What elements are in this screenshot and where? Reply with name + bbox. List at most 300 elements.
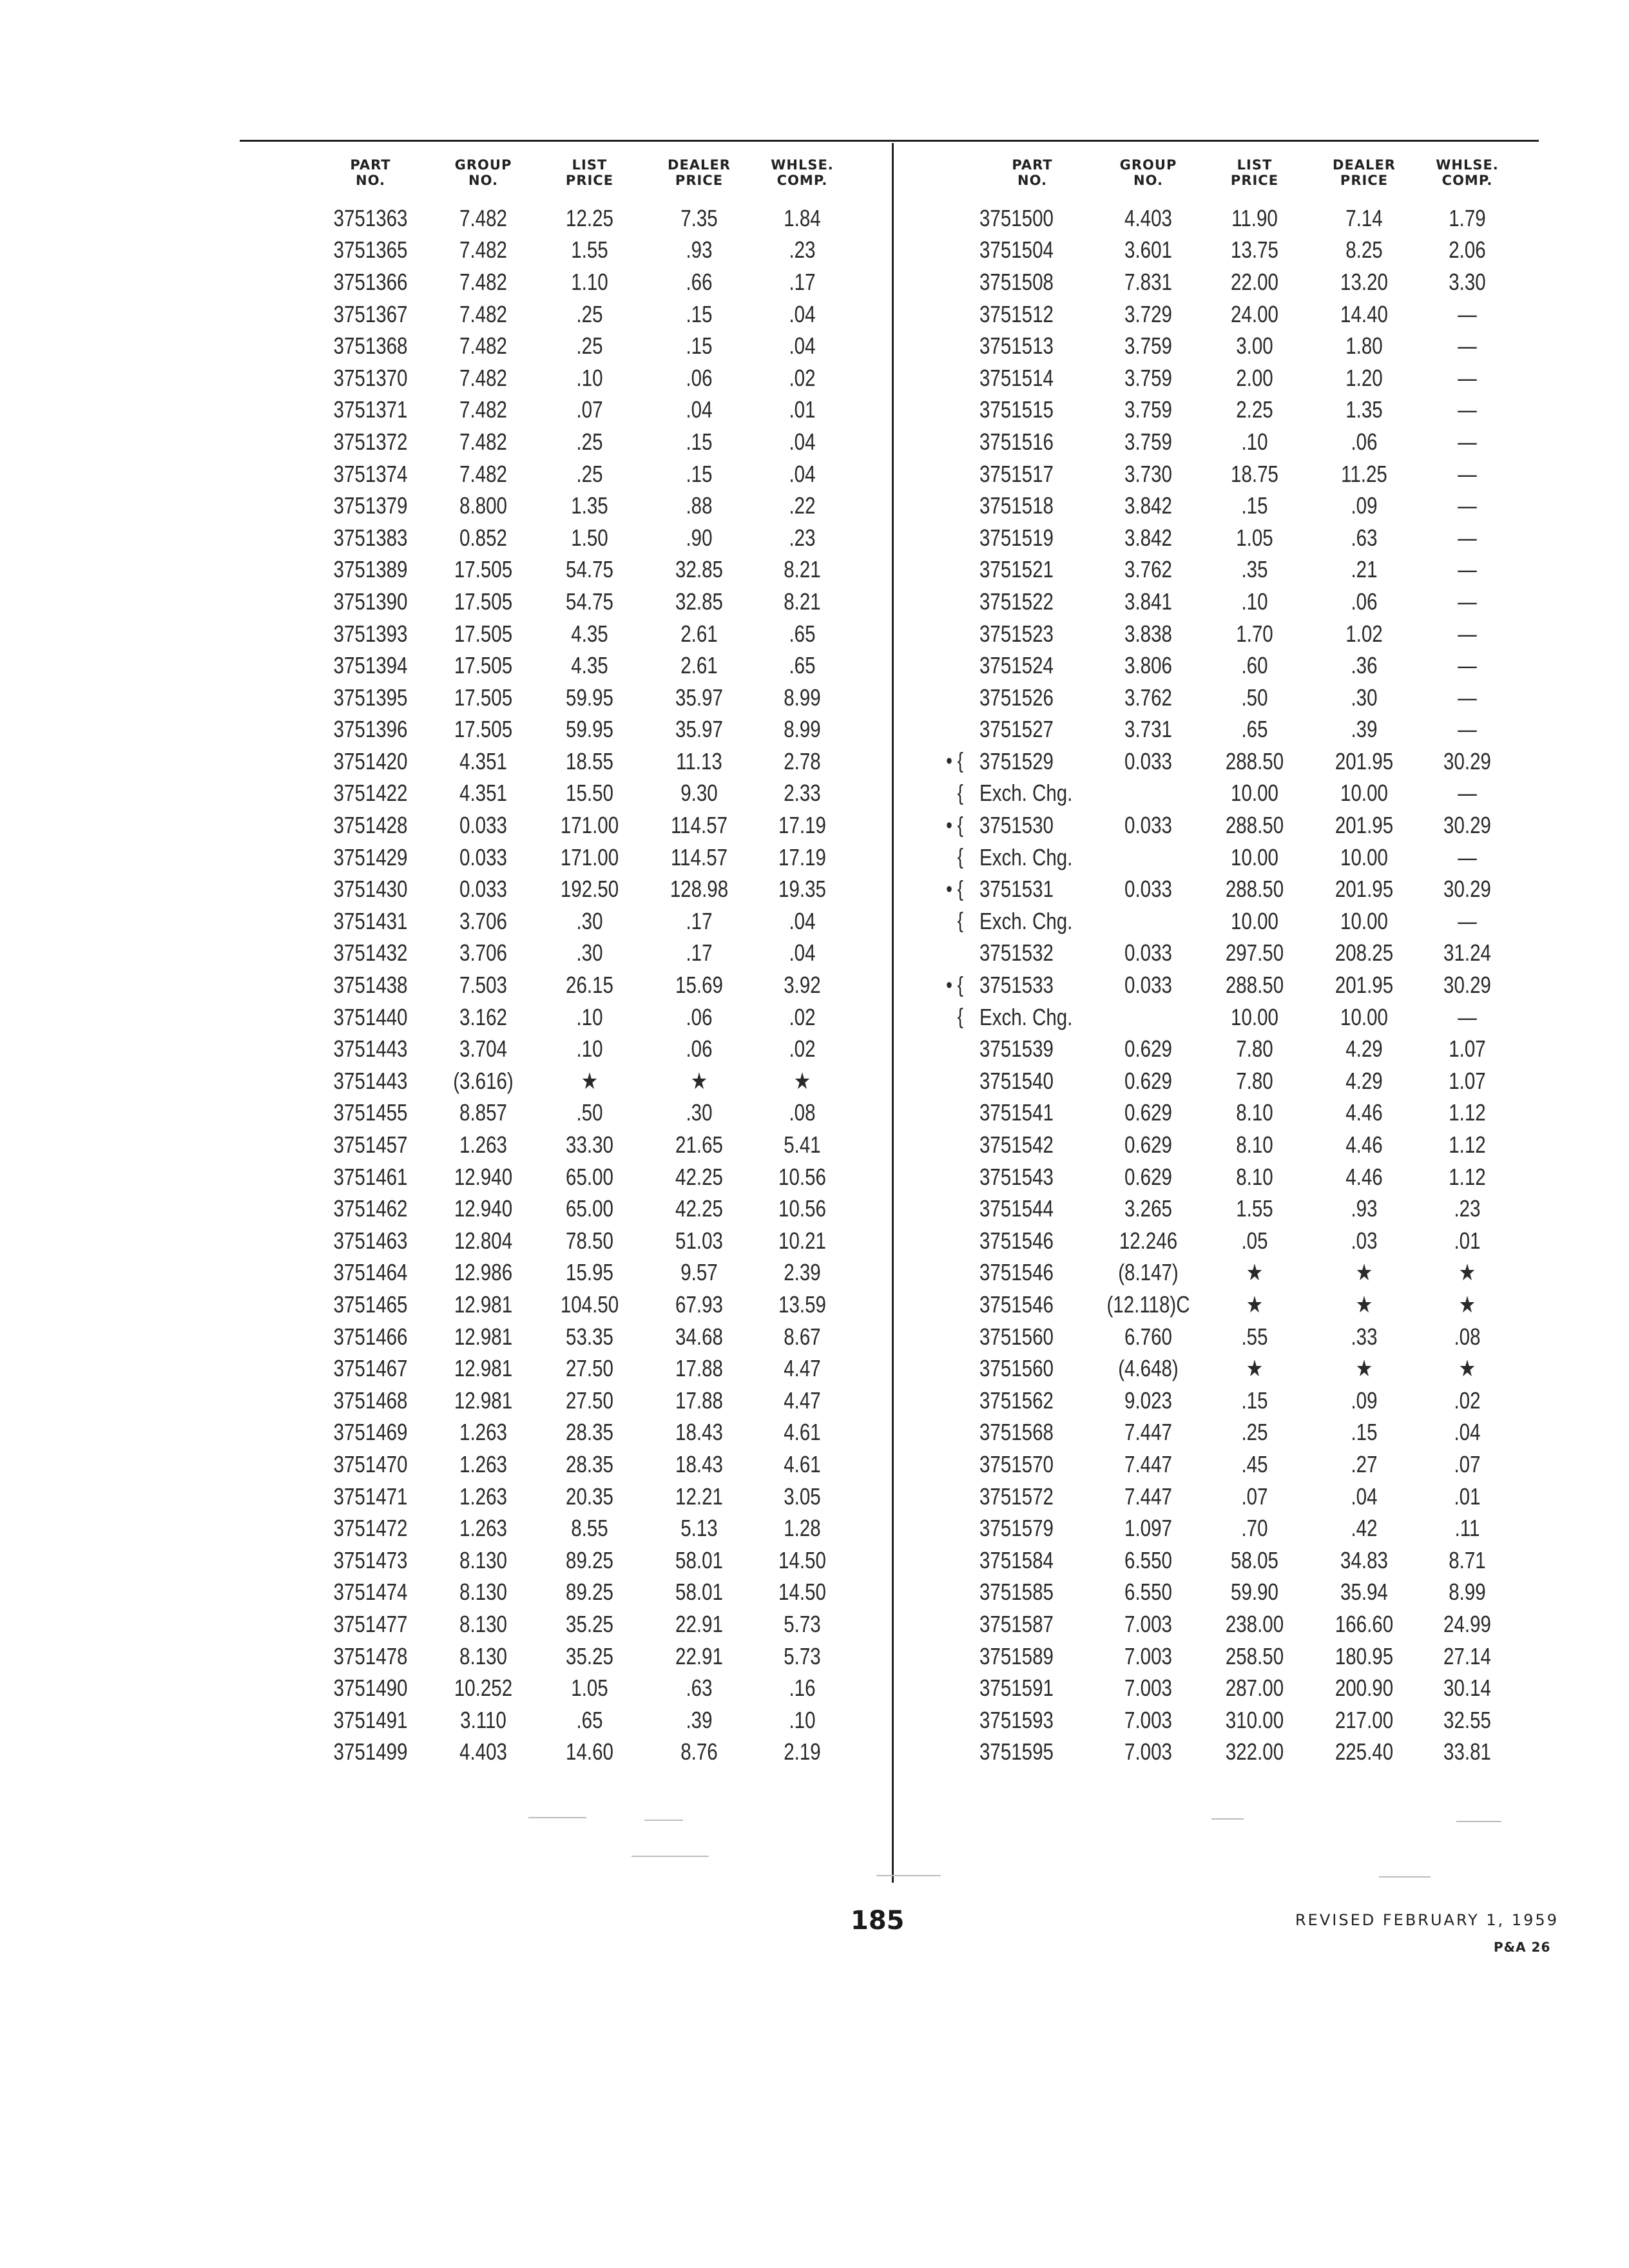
table-row: [941, 1257, 1516, 1289]
list-price: .25: [576, 332, 603, 360]
list-price: 1.05: [571, 1675, 608, 1702]
group-number: 7.003: [1124, 1675, 1172, 1702]
part-number: 3751560: [979, 1355, 1054, 1382]
part-number: Exch. Chg.: [979, 843, 1073, 870]
table-row: [309, 362, 851, 394]
list-price: .10: [576, 1035, 603, 1062]
whlse-comp: 14.50: [778, 1546, 826, 1573]
table-row: [309, 873, 851, 905]
whlse-comp: 32.55: [1443, 1706, 1491, 1733]
group-number: 7.003: [1124, 1738, 1172, 1765]
whlse-comp: —: [1458, 620, 1477, 647]
part-number: 3751464: [333, 1259, 408, 1286]
list-price: ★: [1246, 1259, 1264, 1286]
dealer-price: 22.91: [675, 1642, 723, 1669]
list-price: 8.10: [1236, 1131, 1273, 1158]
table-row: [941, 809, 1516, 841]
dealer-price: .27: [1351, 1450, 1378, 1477]
page-number: 185: [851, 1906, 905, 1936]
whlse-comp: .23: [1454, 1195, 1481, 1222]
table-row: [309, 1512, 851, 1544]
whlse-comp: 2.06: [1449, 236, 1486, 264]
whlse-comp: ★: [1458, 1291, 1476, 1318]
table-row: [941, 682, 1516, 714]
whlse-comp: —: [1458, 684, 1477, 711]
group-number: 3.110: [460, 1706, 506, 1733]
list-price: 1.10: [571, 268, 608, 295]
whlse-comp: .07: [1454, 1450, 1481, 1477]
whlse-comp: 14.50: [778, 1579, 826, 1606]
whlse-comp: —: [1458, 332, 1477, 360]
group-number: 3.265: [1124, 1195, 1172, 1222]
dealer-price: .06: [1351, 428, 1378, 455]
part-number: 3751390: [333, 588, 408, 615]
list-price: .30: [576, 907, 603, 934]
dealer-price: .04: [1351, 1483, 1378, 1510]
group-number: 4.403: [1124, 204, 1172, 231]
list-price: 27.50: [566, 1355, 613, 1382]
table-row: [309, 1321, 851, 1353]
list-price: 10.00: [1231, 1003, 1278, 1030]
group-number: 12.981: [454, 1355, 513, 1382]
list-price: 288.50: [1225, 972, 1284, 999]
part-number: 3751366: [333, 268, 408, 295]
table-row: [941, 1193, 1516, 1225]
dealer-price: 13.20: [1340, 268, 1388, 295]
list-price: .07: [1241, 1483, 1268, 1510]
part-number: 3751517: [979, 460, 1054, 487]
part-number: 3751524: [979, 652, 1054, 679]
part-number: 3751477: [333, 1610, 408, 1637]
dealer-price: 8.25: [1345, 236, 1383, 264]
dealer-price: .21: [1351, 556, 1378, 583]
dealer-price: .15: [1351, 1419, 1378, 1446]
whlse-comp: 19.35: [778, 876, 826, 903]
list-price: .65: [1241, 716, 1268, 743]
revision-date: REVISED FEBRUARY 1, 1959: [1295, 1911, 1559, 1929]
group-number: 0.629: [1124, 1035, 1172, 1062]
whlse-comp: .08: [1454, 1323, 1481, 1350]
table-row: [309, 458, 851, 490]
whlse-comp: —: [1458, 396, 1477, 423]
whlse-comp: .08: [789, 1099, 816, 1126]
table-row: [941, 1577, 1516, 1609]
group-number: 3.759: [1124, 396, 1172, 423]
list-price: 15.50: [566, 780, 613, 807]
whlse-comp: 1.12: [1449, 1131, 1486, 1158]
whlse-comp: —: [1458, 428, 1477, 455]
dealer-price: .36: [1351, 652, 1378, 679]
table-row: [309, 937, 851, 970]
part-number: 3751466: [333, 1323, 408, 1350]
dealer-price: .15: [686, 300, 713, 327]
part-number: 3751394: [333, 652, 408, 679]
list-price: 13.75: [1231, 236, 1278, 264]
dealer-price: 10.00: [1340, 843, 1388, 870]
list-price: 1.50: [571, 524, 608, 551]
table-row: [309, 1065, 851, 1097]
part-number: 3751523: [979, 620, 1054, 647]
whlse-comp: —: [1458, 492, 1477, 519]
whlse-comp: 5.73: [784, 1642, 821, 1669]
dealer-price: 9.30: [680, 780, 718, 807]
part-number: 3751463: [333, 1227, 408, 1254]
group-number: 4.403: [459, 1738, 507, 1765]
group-number: 17.505: [454, 556, 513, 583]
table-row: [941, 714, 1516, 746]
list-price: 7.80: [1236, 1067, 1273, 1094]
group-number: 4.351: [459, 747, 507, 774]
dealer-price: 35.97: [675, 716, 723, 743]
whlse-comp: .11: [1454, 1515, 1480, 1542]
group-number: 0.629: [1124, 1131, 1172, 1158]
part-number: 3751562: [979, 1387, 1054, 1414]
group-number: 3.762: [1124, 556, 1172, 583]
list-price: 20.35: [566, 1483, 613, 1510]
dealer-price: ★: [1355, 1259, 1373, 1286]
part-number: 3751432: [333, 939, 408, 966]
part-number: 3751591: [979, 1675, 1054, 1702]
whlse-comp: —: [1458, 524, 1477, 551]
list-price: .45: [1241, 1450, 1268, 1477]
group-number: 0.629: [1124, 1099, 1172, 1126]
list-price: 238.00: [1225, 1610, 1284, 1637]
table-row: [309, 1001, 851, 1033]
list-price: .55: [1241, 1323, 1268, 1350]
whlse-comp: .02: [1454, 1387, 1481, 1414]
whlse-comp: 3.30: [1449, 268, 1486, 295]
whlse-comp: .01: [1454, 1483, 1481, 1510]
list-price: 171.00: [560, 812, 619, 839]
header-spacer: [941, 157, 968, 195]
part-number: 3751585: [979, 1579, 1054, 1606]
list-price: 258.50: [1225, 1642, 1284, 1669]
table-row: [309, 586, 851, 618]
list-price: 104.50: [560, 1291, 619, 1318]
whlse-comp: —: [1458, 1003, 1477, 1030]
list-price: 4.35: [571, 620, 608, 647]
part-number: Exch. Chg.: [979, 907, 1073, 934]
part-number: 3751572: [979, 1483, 1054, 1510]
dealer-price: .03: [1351, 1227, 1378, 1254]
table-row: [309, 1640, 851, 1673]
group-number: 7.482: [459, 428, 507, 455]
part-number: 3751370: [333, 364, 408, 391]
list-price: 322.00: [1225, 1738, 1284, 1765]
table-row: [941, 586, 1516, 618]
dealer-price: 42.25: [675, 1163, 723, 1190]
part-number: 3751473: [333, 1546, 408, 1573]
dealer-price: 4.29: [1345, 1035, 1383, 1062]
group-number: 3.759: [1124, 428, 1172, 455]
list-price: 8.10: [1236, 1163, 1273, 1190]
whlse-comp: 2.19: [784, 1738, 821, 1765]
list-price: 89.25: [566, 1546, 613, 1573]
group-number: 0.033: [1124, 972, 1172, 999]
table-row: [941, 235, 1516, 267]
group-number: (12.118)C: [1106, 1291, 1190, 1318]
whlse-comp: 8.99: [1449, 1579, 1486, 1606]
part-number: 3751472: [333, 1515, 408, 1542]
list-price: .25: [576, 300, 603, 327]
table-row: [941, 745, 1516, 778]
whlse-comp: .17: [789, 268, 816, 295]
group-number: 3.842: [1124, 492, 1172, 519]
table-row: [309, 682, 851, 714]
list-price: .10: [1241, 588, 1268, 615]
list-price: 28.35: [566, 1450, 613, 1477]
group-number: 17.505: [454, 588, 513, 615]
group-number: 8.130: [459, 1610, 507, 1637]
dealer-price: 34.83: [1340, 1546, 1388, 1573]
dealer-price: 34.68: [675, 1323, 723, 1350]
whlse-comp: 4.47: [784, 1355, 821, 1382]
group-number: 7.003: [1124, 1610, 1172, 1637]
column-divider: [892, 143, 894, 1883]
list-price: .25: [576, 460, 603, 487]
list-price: 54.75: [566, 588, 613, 615]
whlse-comp: .02: [789, 1003, 816, 1030]
header-list-price: LIST PRICE: [1230, 157, 1279, 188]
list-price: .10: [576, 364, 603, 391]
table-row: [309, 554, 851, 586]
part-number: 3751544: [979, 1195, 1054, 1222]
table-row: [941, 298, 1516, 331]
table-row: [941, 618, 1516, 650]
part-number: 3751465: [333, 1291, 408, 1318]
table-row: [941, 1512, 1516, 1544]
dealer-price: .04: [686, 396, 713, 423]
part-number: 3751468: [333, 1387, 408, 1414]
whlse-comp: 10.56: [778, 1163, 826, 1190]
list-price: 3.00: [1236, 332, 1273, 360]
whlse-comp: .04: [789, 332, 816, 360]
table-row: [941, 1129, 1516, 1161]
list-price: 26.15: [566, 972, 613, 999]
whlse-comp: ★: [793, 1067, 811, 1094]
dealer-price: 12.21: [675, 1483, 723, 1510]
table-row: [309, 714, 851, 746]
whlse-comp: 30.29: [1443, 876, 1491, 903]
table-row: [941, 1161, 1516, 1193]
list-price: 35.25: [566, 1642, 613, 1669]
header-part-no: PART NO.: [350, 157, 391, 188]
part-number: 3751515: [979, 396, 1054, 423]
whlse-comp: .23: [789, 236, 816, 264]
table-row: [309, 745, 851, 778]
dealer-price: 15.69: [675, 972, 723, 999]
table-row: [941, 1097, 1516, 1129]
part-number: 3751395: [333, 684, 408, 711]
dealer-price: 18.43: [675, 1450, 723, 1477]
group-number: 7.482: [459, 300, 507, 327]
table-row: [309, 618, 851, 650]
part-number: 3751469: [333, 1419, 408, 1446]
whlse-comp: .04: [789, 939, 816, 966]
whlse-comp: .65: [789, 652, 816, 679]
part-number: 3751530: [979, 812, 1054, 839]
part-number: 3751540: [979, 1067, 1054, 1094]
dealer-price: 208.25: [1335, 939, 1394, 966]
dealer-price: 14.40: [1340, 300, 1388, 327]
list-price: 78.50: [566, 1227, 613, 1254]
part-number: 3751422: [333, 780, 408, 807]
group-number: 7.482: [459, 332, 507, 360]
group-number: 7.482: [459, 268, 507, 295]
table-row: [941, 202, 1516, 235]
whlse-comp: 17.19: [778, 812, 826, 839]
list-price: .35: [1241, 556, 1268, 583]
part-number: 3751438: [333, 972, 408, 999]
list-price: 288.50: [1225, 876, 1284, 903]
table-row: [309, 235, 851, 267]
dealer-price: 7.14: [1345, 204, 1383, 231]
table-row: [309, 1161, 851, 1193]
whlse-comp: 2.33: [784, 780, 821, 807]
table-row: [309, 778, 851, 810]
dealer-price: .06: [686, 1003, 713, 1030]
dealer-price: 42.25: [675, 1195, 723, 1222]
dealer-price: 35.94: [1340, 1579, 1388, 1606]
whlse-comp: 8.21: [784, 588, 821, 615]
table-row: [309, 1481, 851, 1513]
group-number: 7.831: [1124, 268, 1172, 295]
table-row: [941, 1289, 1516, 1321]
dealer-price: 21.65: [675, 1131, 723, 1158]
part-number: 3751431: [333, 907, 408, 934]
list-price: 10.00: [1231, 780, 1278, 807]
table-row: [309, 1129, 851, 1161]
group-number: 17.505: [454, 716, 513, 743]
whlse-comp: 1.12: [1449, 1163, 1486, 1190]
table-row: [309, 1097, 851, 1129]
dealer-price: .88: [686, 492, 713, 519]
list-price: 310.00: [1225, 1706, 1284, 1733]
whlse-comp: .04: [1454, 1419, 1481, 1446]
dealer-price: .63: [686, 1675, 713, 1702]
whlse-comp: 33.81: [1443, 1738, 1491, 1765]
group-number: 12.986: [454, 1259, 513, 1286]
list-price: .10: [1241, 428, 1268, 455]
group-number: 0.629: [1124, 1163, 1172, 1190]
list-price: 297.50: [1225, 939, 1284, 966]
dealer-price: .15: [686, 460, 713, 487]
table-row: [309, 1257, 851, 1289]
part-number: 3751440: [333, 1003, 408, 1030]
whlse-comp: —: [1458, 556, 1477, 583]
list-price: .05: [1241, 1227, 1268, 1254]
whlse-comp: 8.99: [784, 716, 821, 743]
group-number: 1.263: [459, 1450, 507, 1477]
whlse-comp: 3.05: [784, 1483, 821, 1510]
whlse-comp: 30.29: [1443, 812, 1491, 839]
group-number: 7.482: [459, 396, 507, 423]
table-row: [941, 1640, 1516, 1673]
group-number: 3.601: [1124, 236, 1172, 264]
part-number: 3751443: [333, 1035, 408, 1062]
whlse-comp: 27.14: [1443, 1642, 1491, 1669]
whlse-comp: 2.39: [784, 1259, 821, 1286]
whlse-comp: 2.78: [784, 747, 821, 774]
list-price: 28.35: [566, 1419, 613, 1446]
dealer-price: 35.97: [675, 684, 723, 711]
table-row: [309, 841, 851, 874]
header-group-no: GROUP NO.: [454, 157, 512, 188]
table-row: [941, 969, 1516, 1001]
group-number: 4.351: [459, 780, 507, 807]
exchange-marker: • {: [946, 876, 963, 901]
part-number: 3751568: [979, 1419, 1054, 1446]
whlse-comp: 10.56: [778, 1195, 826, 1222]
part-number: 3751508: [979, 268, 1054, 295]
group-number: 0.033: [459, 876, 507, 903]
list-price: .25: [1241, 1419, 1268, 1446]
part-number: Exch. Chg.: [979, 780, 1073, 807]
part-number: 3751539: [979, 1035, 1054, 1062]
right-table-header: [941, 157, 1516, 195]
list-price: 1.05: [1236, 524, 1273, 551]
table-row: [941, 394, 1516, 427]
group-number: 3.729: [1124, 300, 1172, 327]
dealer-price: .15: [686, 332, 713, 360]
part-number: 3751532: [979, 939, 1054, 966]
table-row: [941, 937, 1516, 970]
table-row: [941, 649, 1516, 682]
table-row: [941, 1704, 1516, 1736]
whlse-comp: .02: [789, 364, 816, 391]
whlse-comp: —: [1458, 460, 1477, 487]
list-price: .50: [1241, 684, 1268, 711]
table-row: [941, 266, 1516, 298]
dealer-price: 201.95: [1335, 972, 1394, 999]
dealer-price: 51.03: [675, 1227, 723, 1254]
part-number: 3751389: [333, 556, 408, 583]
group-number: 6.550: [1124, 1579, 1172, 1606]
group-number: 12.981: [454, 1291, 513, 1318]
exchange-marker: {: [957, 845, 963, 870]
group-number: 12.246: [1119, 1227, 1178, 1254]
dealer-price: 8.76: [680, 1738, 718, 1765]
list-price: 18.55: [566, 747, 613, 774]
group-number: 1.263: [459, 1515, 507, 1542]
dealer-price: 17.88: [675, 1355, 723, 1382]
whlse-comp: 10.21: [778, 1227, 826, 1254]
dealer-price: 1.02: [1345, 620, 1383, 647]
group-number: (8.147): [1118, 1259, 1179, 1286]
dealer-price: 201.95: [1335, 812, 1394, 839]
whlse-comp: 1.07: [1449, 1035, 1486, 1062]
whlse-comp: 1.79: [1449, 204, 1486, 231]
table-row: [309, 1352, 851, 1385]
list-price: ★: [1246, 1291, 1264, 1318]
list-price: 59.95: [566, 716, 613, 743]
list-price: .07: [576, 396, 603, 423]
table-row: [309, 330, 851, 362]
table-row: [941, 1352, 1516, 1385]
list-price: 1.70: [1236, 620, 1273, 647]
dealer-price: .93: [686, 236, 713, 264]
list-price: ★: [1246, 1355, 1264, 1382]
table-row: [309, 1193, 851, 1225]
group-number: 8.800: [459, 492, 507, 519]
dealer-price: .39: [1351, 716, 1378, 743]
list-price: 1.55: [571, 236, 608, 264]
part-number: 3751512: [979, 300, 1054, 327]
group-number: 3.706: [459, 939, 507, 966]
part-number: 3751499: [333, 1738, 408, 1765]
dealer-price: 225.40: [1335, 1738, 1394, 1765]
dealer-price: 201.95: [1335, 876, 1394, 903]
